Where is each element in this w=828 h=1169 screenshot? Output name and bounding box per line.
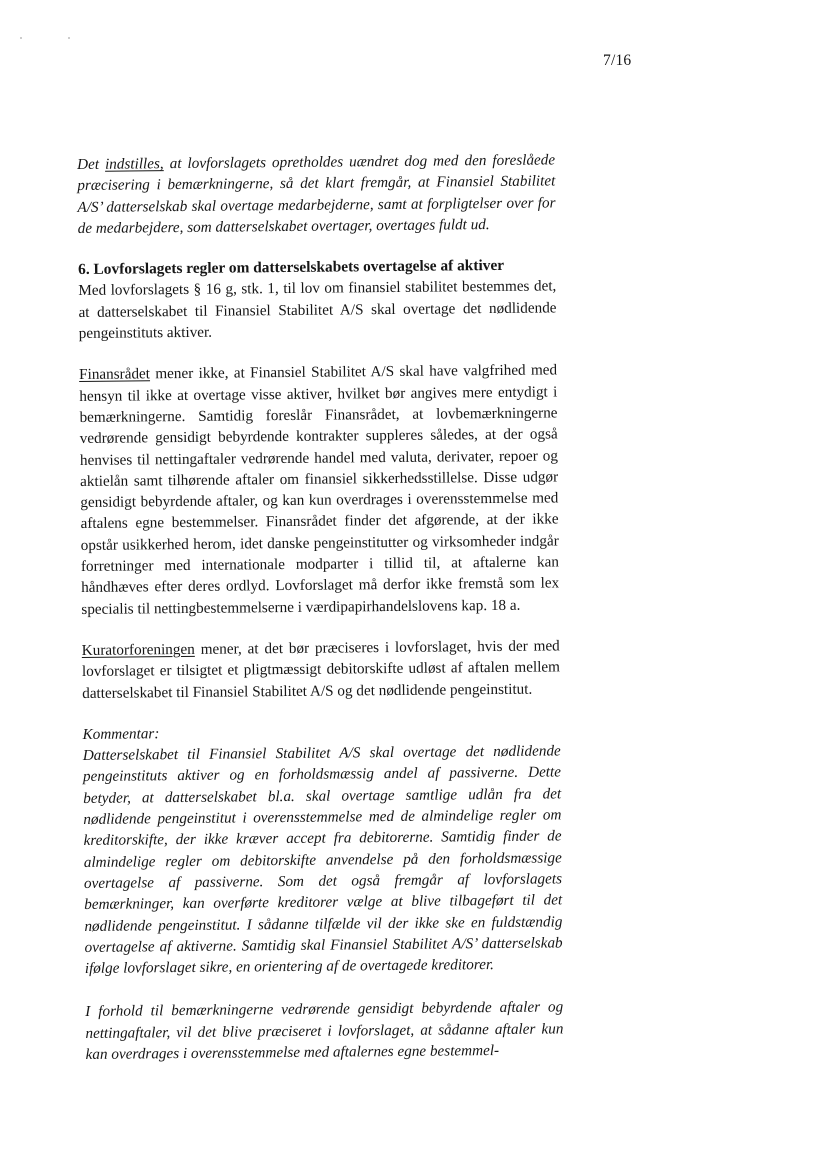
finansraadet-text: mener ikke, at Finansiel Stabilitet A/S skal have valgfrihed med hensyn til ikke at overtage visse aktiver, hvilket bør angives mere entydigt i bemærkningerne. Samtidig foreslår Finansrådet, at lovbemærkningerne vedrørende gensidigt bebyrdende kontrakter suppleres således, at der også henvises til nettingaftaler vedrørende handel med valuta, derivater, repoer og aktielån samt tilhørende aftaler om finansiel sikkerhedsstillelse. Disse udgør gensidigt bebyrdende aftaler, og kan kun overdrages i overensstemmelse med aftalens egne bestemmelser. Finansrådet finder det afgørende, at der ikke opstår usikkerhed herom, idet danske pengeinstitutter og virksomheder indgår forretninger med internationale modparter i tillid til, at aftalerne kan håndhæves efter deres ordlyd. Lovforslaget må derfor ikke fremstå som lex specialis til nettingbestemmelserne i værdipapirhandelslovens kap. 18 a. — [79, 361, 560, 618]
kuratorforeningen-paragraph — [82, 635, 561, 703]
kuratorforeningen-text: mener, at det bør præciseres i lovforslaget, hvis der med lovforslaget er tilsigtet et pligtmæssigt debitorskifte udløst af aftalen mellem datterselskabet til Finansiel Stabilitet A/S og det nødlidende pengeinstitut. — [81, 637, 561, 702]
document-body — [77, 149, 564, 1065]
netting-paragraph: I forhold til bemærkningerne vedrørende gensidigt bebyrdende aftaler og nettingaftaler, vil det blive præciseret i lovforslaget, at sådanne aftaler kun kan overdrages i overensstemmelse med aftalernes egne bestemmel- — [85, 998, 564, 1063]
recommendation-text: at lovforslagets opretholdes uændret dog med den foreslåede præcisering i bemærkningerne, så det klart fremgår, at Finansiel Stabilitet A/S’ datterselskab skal overtage medarbejderne, samt at forpligtelser over for de medarbejdere, som datterselskabet overtager, overtages fuldt ud. — [77, 151, 556, 237]
scan-speck — [68, 37, 70, 39]
finansraadet-paragraph — [79, 360, 559, 620]
section-heading: 6. Lovforslagets regler om datterselskabets overtagelse af aktiver — [78, 257, 505, 279]
page-number: 7/16 — [603, 52, 632, 69]
kommentar-label: Kommentar: — [82, 725, 160, 743]
finansraadet-name: Finansrådet — [79, 365, 151, 384]
section-intro: Med lovforslagets § 16 g, stk. 1, til lov om finansiel stabilitet bestemmes det, at datterselskabet til Finansiel Stabilitet A/S skal overtage det nødlidende pengeinstituts aktiver. — [78, 277, 557, 343]
scan-speck — [20, 37, 22, 39]
recommendation-paragraph — [77, 149, 556, 239]
kommentar-text: Datterselskabet til Finansiel Stabilitet A/S skal overtage det nødlidende pengeinstituts aktiver og en forholdsmæssig andel af passiverne. Dette betyder, at datterselskabet bl.a. skal overtage samtlige udlån fra det nødlidende pengeinstitut i overensstemmelse med de almindelige regler om kreditorskifte, der ikke kræver accept fra debitorerne. Samtidig finder de almindelige regler om debitorskifte anvendelse på den forholdsmæssige overtagelse af passiverne. Som det også fremgår af lovforslagets bemærkninger, kan overførte kreditorer vælge at blive tilbageført til det nødlidende pengeinstitut. I sådanne tilfælde vil der ikke ske en fuldstændig overtagelse af aktiverne. Samtidig skal Finansiel Stabilitet A/S’ datterselskab ifølge lovforslaget sikre, en orientering af de overtagede kreditorer. — [82, 742, 563, 978]
recommendation-lead: Det — [77, 155, 106, 173]
recommendation-keyword: indstilles, — [104, 155, 164, 173]
kuratorforeningen-name: Kuratorforeningen — [81, 640, 195, 659]
